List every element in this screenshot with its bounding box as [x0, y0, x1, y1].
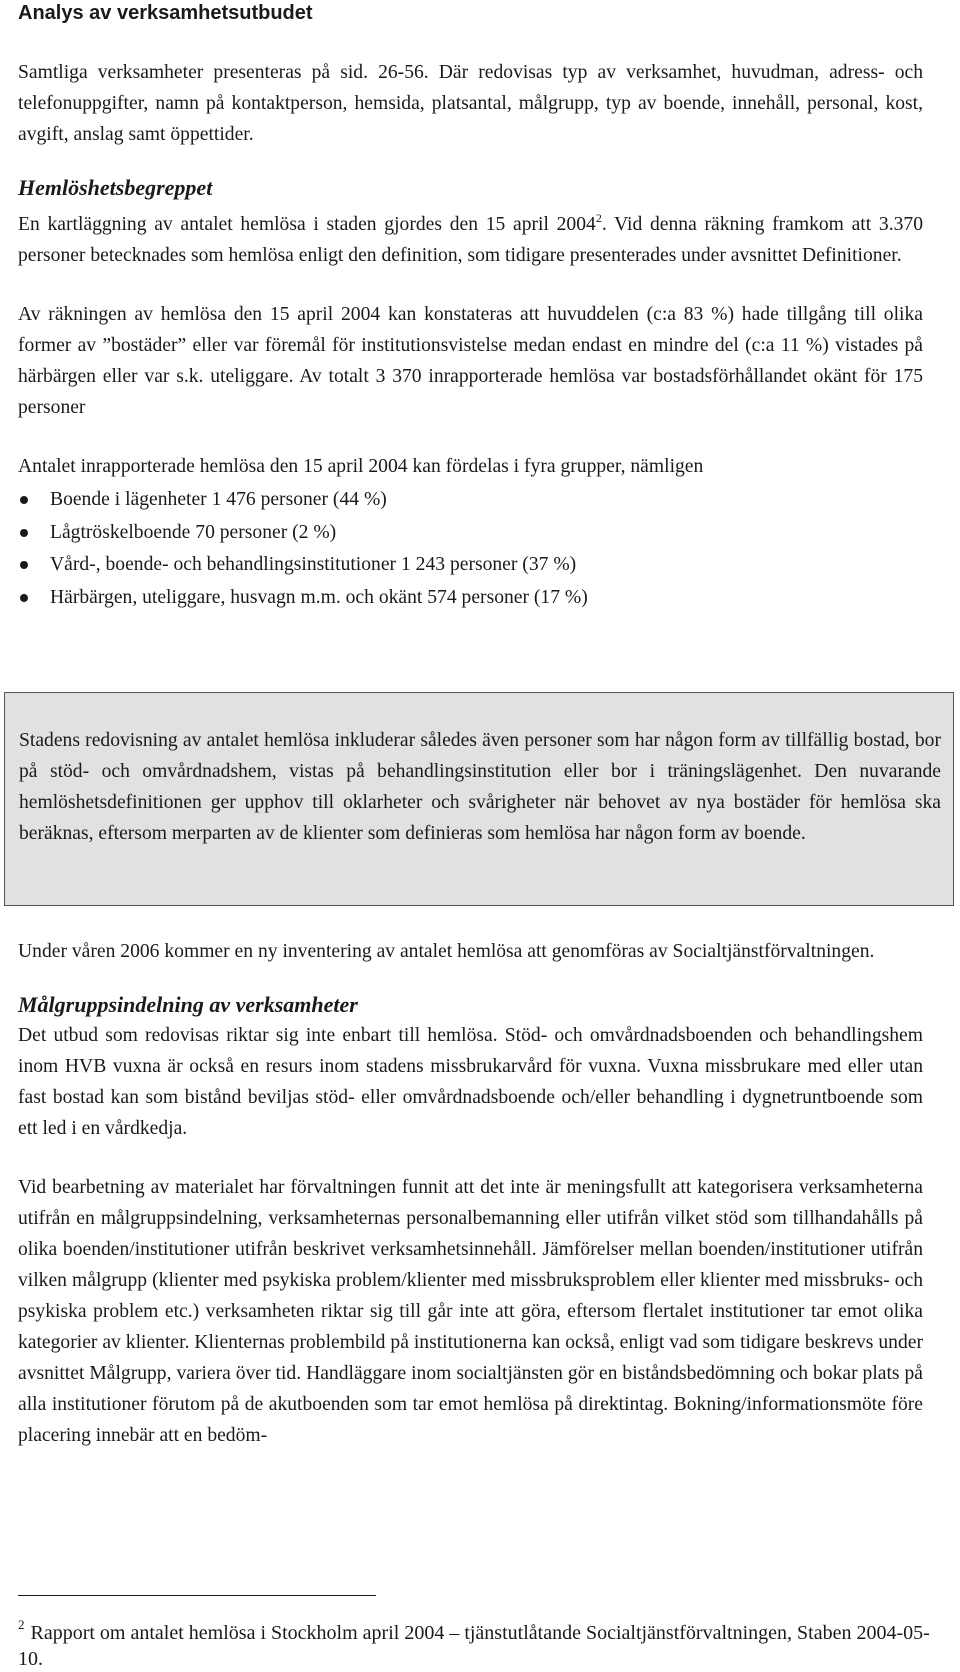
heading-malgruppsindelning: Målgruppsindelning av verksamheter	[18, 992, 358, 1017]
hemloshet-p1-text-cont: . Vid denna räkning framkom att 3.370 personer betecknades som hemlösa enligt den definition, som tidigare presenterades under avsnittet Definitioner.	[18, 214, 923, 266]
list-item: Lågtröskelboende 70 personer (2 %)	[18, 517, 923, 550]
inventory-paragraph: Under våren 2006 kommer en ny inventering av antalet hemlösa att genomföras av Socialtjänstförvaltningen.	[18, 941, 875, 962]
group-list	[18, 484, 923, 614]
highlight-box-text: Stadens redovisning av antalet hemlösa inkluderar således även personer som har någon form av tillfällig bostad, bor på stöd- och omvårdnadshem, vistas på behandlingsinstitution eller bor i träningslägenhet. Den nuvarande hemlöshetsdefinitionen ger upphov till oklarheter och svårigheter när behovet av nya bostäder för hemlösa ska beräknas, eftersom merparten av de klienter som definieras som hemlösa har någon form av boende.	[19, 730, 941, 844]
list-item: Vård-, boende- och behandlingsinstitutioner 1 243 personer (37 %)	[18, 549, 923, 582]
hemloshet-paragraph-1	[18, 203, 923, 271]
list-item: Härbärgen, uteliggare, husvagn m.m. och okänt 574 personer (17 %)	[18, 582, 923, 615]
bullet-icon	[20, 561, 28, 569]
heading-hemloshetsbegreppet: Hemlöshetsbegreppet	[18, 175, 213, 200]
footnote-divider	[18, 1595, 376, 1596]
hemloshet-paragraph-3: Antalet inrapporterade hemlösa den 15 april 2004 kan fördelas i fyra grupper, nämligen	[18, 456, 704, 477]
footnote-number: 2	[18, 1617, 25, 1632]
bullet-icon	[20, 594, 28, 602]
page-bottom	[18, 936, 923, 1451]
malgrupp-paragraph-2: Vid bearbetning av materialet har förvaltningen funnit att det inte är meningsfullt att kategorisera verksamheterna utifrån en målgruppsindelning, verksamheternas personalbemanning eller utifrån vilket stöd som tillhandahålls på olika boenden/institutioner utifrån beskrivet verksamhetsinnehåll. Jämförelser mellan boenden/institutioner utifrån vilken målgrupp (klienter med psykiska problem/klienter med missbruksproblem eller klienter med missbruks- och psykiska problem etc.) verksamheten riktar sig till går inte att göra, eftersom flertalet institutioner tar emot olika kategorier av klienter. Klienternas problembild på institutionerna kan också, enligt vad som tidigare beskrevs under avsnittet Målgrupp, variera över tid. Handläggare inom socialtjänsten gör en biståndsbedömning och bokar plats på alla institutioner förutom på de akutboenden som tar emot hemlösa på direktintag. Bokning/informationsmöte före placering innebär att en bedöm-	[18, 1177, 923, 1446]
malgrupp-paragraph-1: Det utbud som redovisas riktar sig inte enbart till hemlösa. Stöd- och omvårdnadsboenden och behandlingshem inom HVB vuxna är också en resurs inom stadens missbrukarvård för vuxna. Vuxna missbrukare med eller utan fast bostad kan som bistånd beviljas stöd- eller omvårdnadsboende och/eller behandling i dygnetruntboende som ett led i en vårdkedja.	[18, 1025, 923, 1139]
section-title: Analys av verksamhetsutbudet	[18, 2, 313, 24]
footnote	[18, 1612, 938, 1672]
hemloshet-paragraph-2: Av räkningen av hemlösa den 15 april 2004 kan konstateras att huvuddelen (c:a 83 %) hade tillgång till olika former av ”bostäder” eller var föremål för institutionsvistelse medan endast en mindre del (c:a 11 %) vistades på härbärgen eller var s.k. uteliggare. Av totalt 3 370 inrapporterade hemlösa var bostadsförhållandet okänt för 175 personer	[18, 304, 923, 418]
highlight-box	[4, 692, 954, 906]
list-item: Boende i lägenheter 1 476 personer (44 %)	[18, 484, 923, 517]
intro-paragraph: Samtliga verksamheter presenteras på sid. 26-56. Där redovisas typ av verksamhet, huvudman, adress- och telefonuppgifter, namn på kontaktperson, hemsida, platsantal, målgrupp, typ av boende, innehåll, personal, kost, avgift, anslag samt öppettider.	[18, 62, 923, 145]
hemloshet-p1-text: En kartläggning av antalet hemlösa i staden gjordes den 15 april 2004	[18, 214, 596, 235]
page-top	[18, 0, 923, 614]
bullet-icon	[20, 496, 28, 504]
footnote-reference: 2	[595, 211, 602, 225]
bullet-icon	[20, 529, 28, 537]
footnote-text: Rapport om antalet hemlösa i Stockholm april 2004 – tjänstutlåtande Socialtjänstförvaltningen, Staben 2004-05-10.	[18, 1622, 930, 1670]
